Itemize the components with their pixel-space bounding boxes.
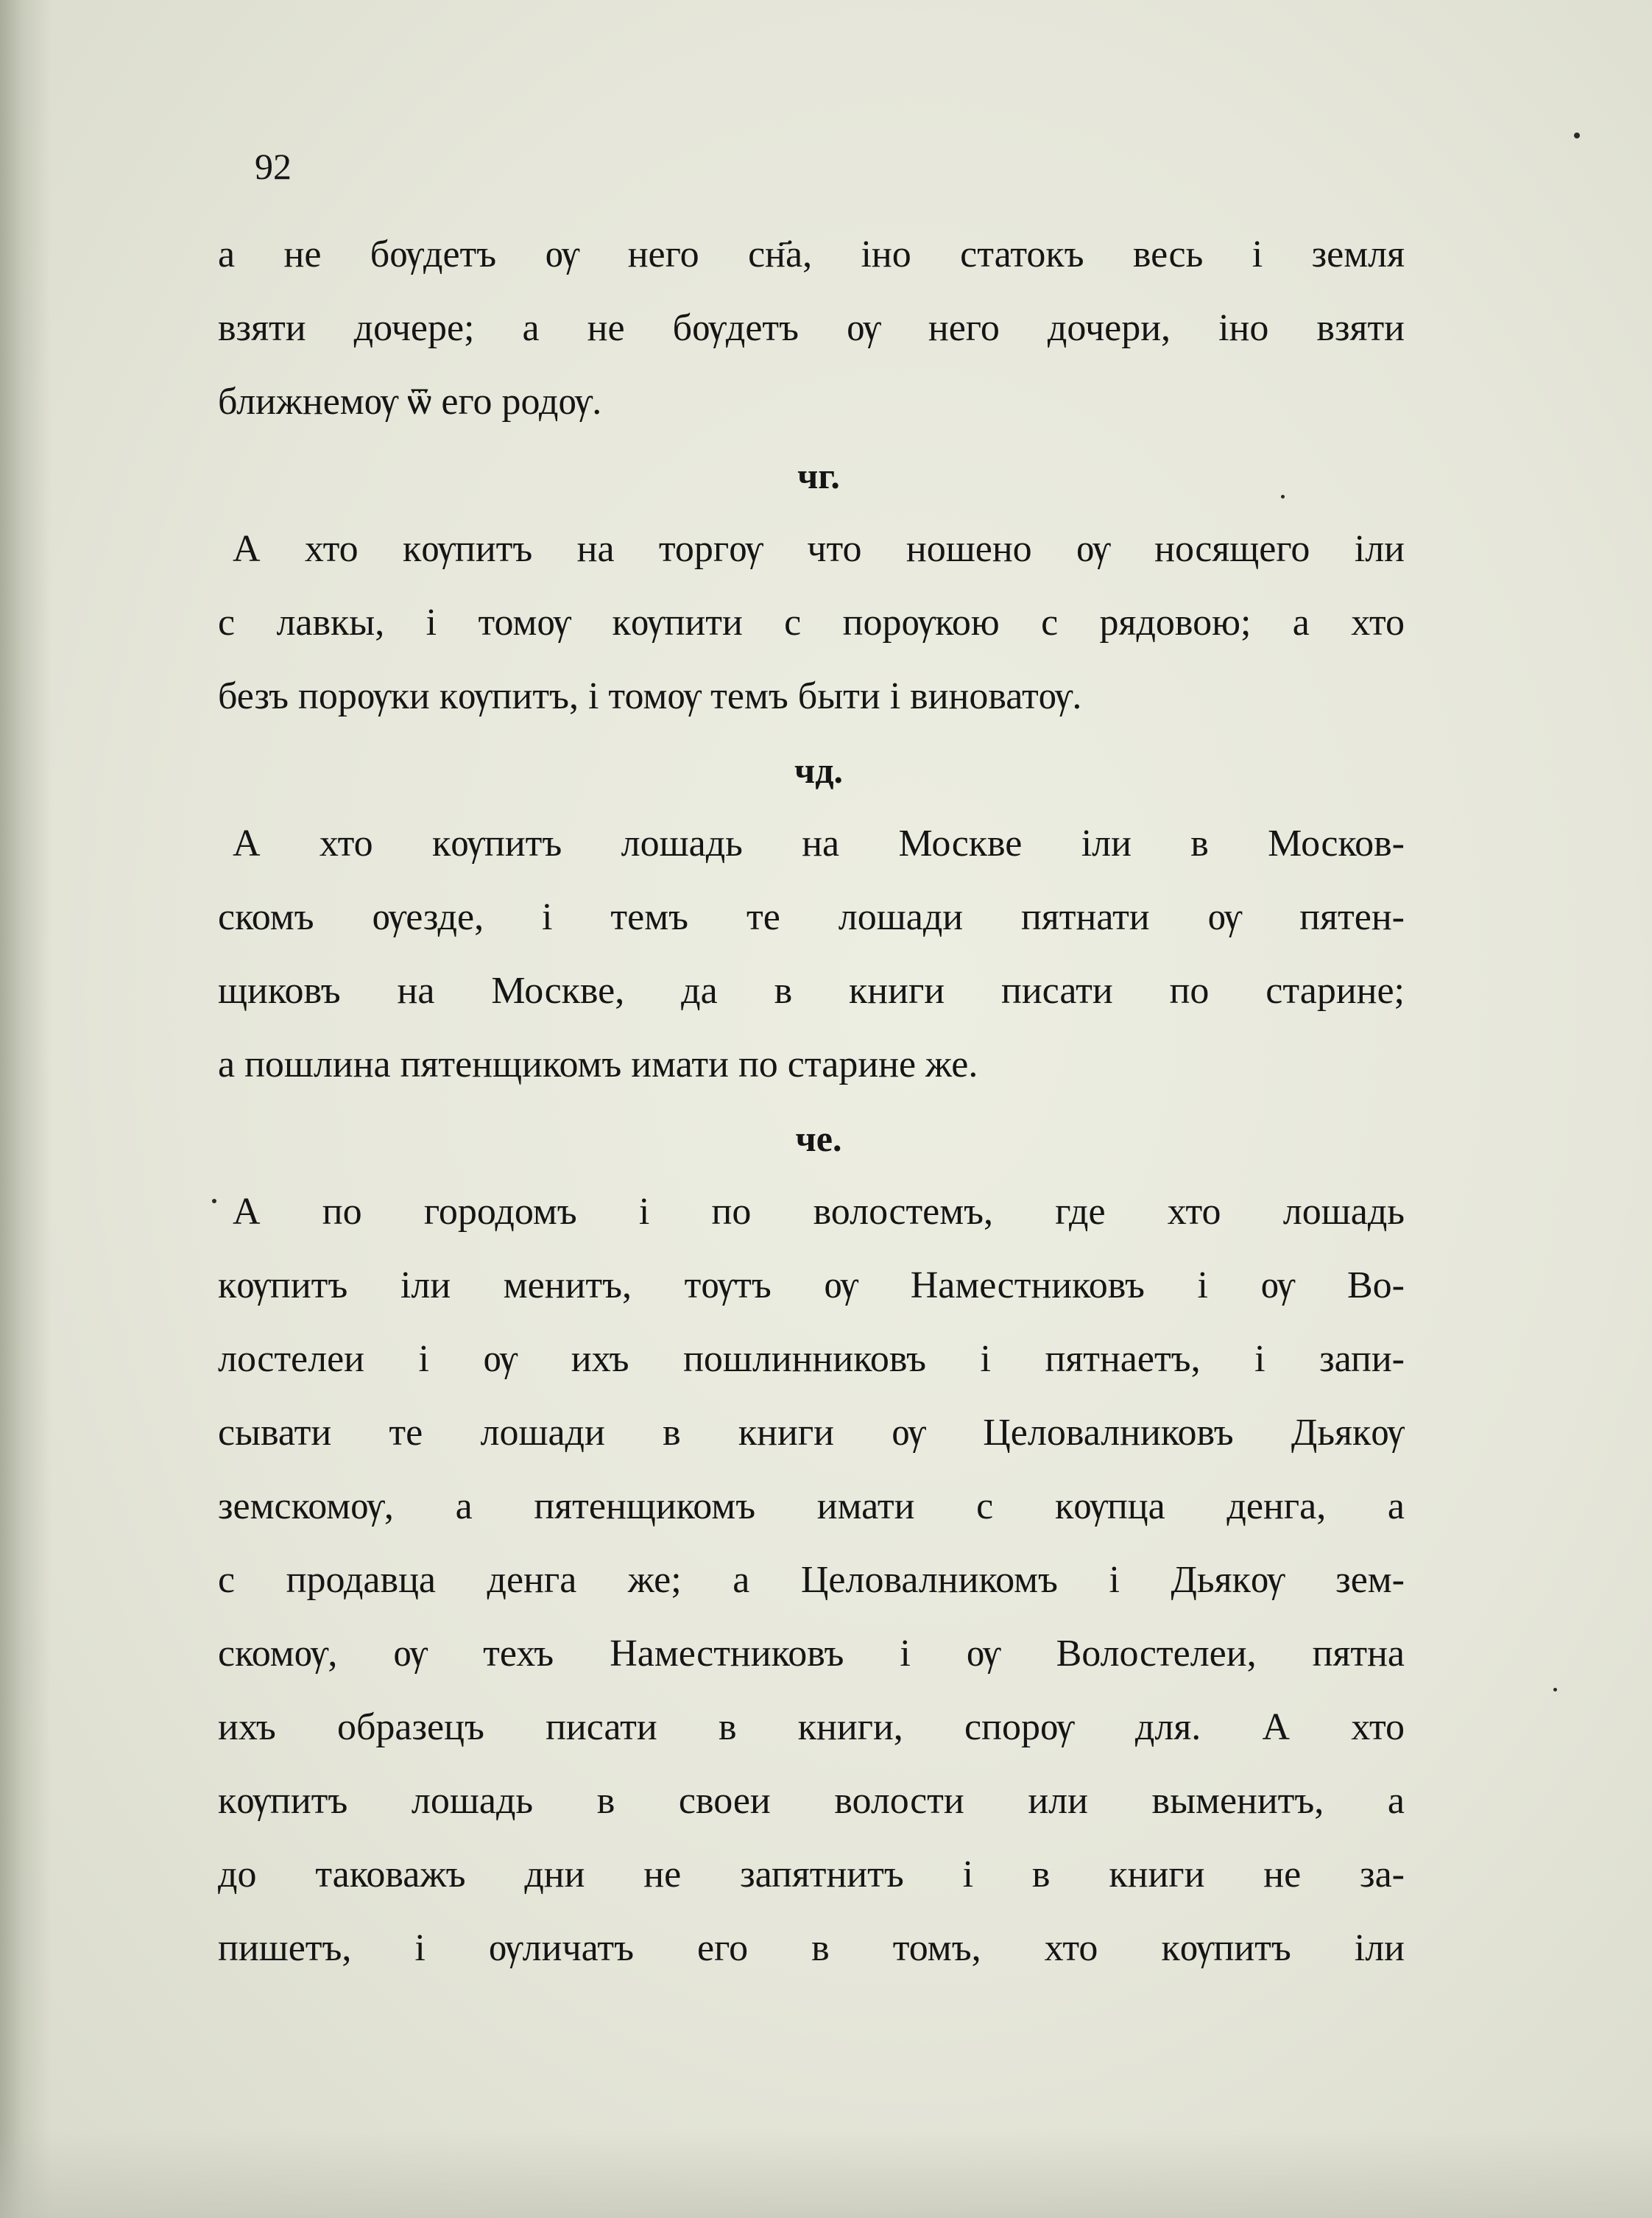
text-line: а пошлина пятенщикомъ имати по старине же. (218, 1043, 978, 1085)
text-line: щиковъ на Москве, да в книги писати по старине; (218, 970, 1405, 1012)
text-line: безъ порѹки кѹпитъ, і томѹ темъ быти і виноватѹ. (218, 675, 1082, 717)
text-line: кѹпитъ лошадь в своеи волости или выменитъ, а (218, 1780, 1405, 1822)
text-line: до таковажъ дни не запятнитъ і в книги не за- (218, 1853, 1405, 1895)
text-line: ихъ образецъ писати в книги, спорѹ для. А хто (218, 1706, 1405, 1748)
page-binding-shadow (0, 0, 52, 2218)
text-line: пишетъ, і ѹличатъ его в томъ, хто кѹпитъ іли (218, 1927, 1405, 1969)
ink-speck (1553, 1688, 1557, 1691)
ink-speck (1281, 495, 1285, 499)
paragraph (218, 1175, 1405, 1985)
text-line: кѹпитъ іли менитъ, тѹтъ ѹ Наместниковъ і ѹ Во- (218, 1264, 1405, 1306)
text-line: ближнемѹ ѿ его родѹ. (218, 381, 602, 423)
ink-speck (212, 1199, 216, 1203)
text-line: скомъ ѹезде, і темъ те лошади пятнати ѹ пятен- (218, 896, 1405, 938)
text-line: сывати те лошади в книги ѹ Целовалниковъ Дьякѹ (218, 1412, 1405, 1454)
section-number: че. (795, 1118, 842, 1159)
page-number: 92 (255, 146, 292, 187)
text-line: земскомѹ, а пятенщикомъ имати с кѹпца денга, а (218, 1485, 1405, 1527)
text-line: А хто кѹпитъ на торгѹ что ношено ѹ носящего іли (233, 528, 1405, 570)
ink-speck (1574, 133, 1580, 138)
section-number: чг. (797, 455, 840, 496)
page-bottom-shade (0, 2130, 1652, 2218)
text-line: а не бѹдетъ ѹ него сн҃а, іно статокъ весь і земля (218, 233, 1405, 275)
text-line: взяти дочере; а не бѹдетъ ѹ него дочери, іно взяти (218, 307, 1405, 349)
paragraph (218, 218, 1405, 439)
paragraph (218, 513, 1405, 733)
text-line: с лавкы, і томѹ кѹпити с порѹкою с рядовою; а хто (218, 602, 1405, 644)
section-number: чд. (794, 750, 843, 791)
text-line: лостелеи і ѹ ихъ пошлинниковъ і пятнаетъ, і запи- (218, 1338, 1405, 1380)
text-line: с продавца денга же; а Целовалникомъ і Дьякѹ зем- (218, 1559, 1405, 1601)
text-line: скомѹ, ѹ техъ Наместниковъ і ѹ Волостелеи, пятна (218, 1633, 1405, 1675)
text-line: А хто кѹпитъ лошадь на Москве іли в Москов- (233, 823, 1405, 865)
paragraph (218, 807, 1405, 1102)
text-line: А по городомъ і по волостемъ, где хто лошадь (233, 1191, 1405, 1233)
text-block (218, 144, 1405, 1985)
